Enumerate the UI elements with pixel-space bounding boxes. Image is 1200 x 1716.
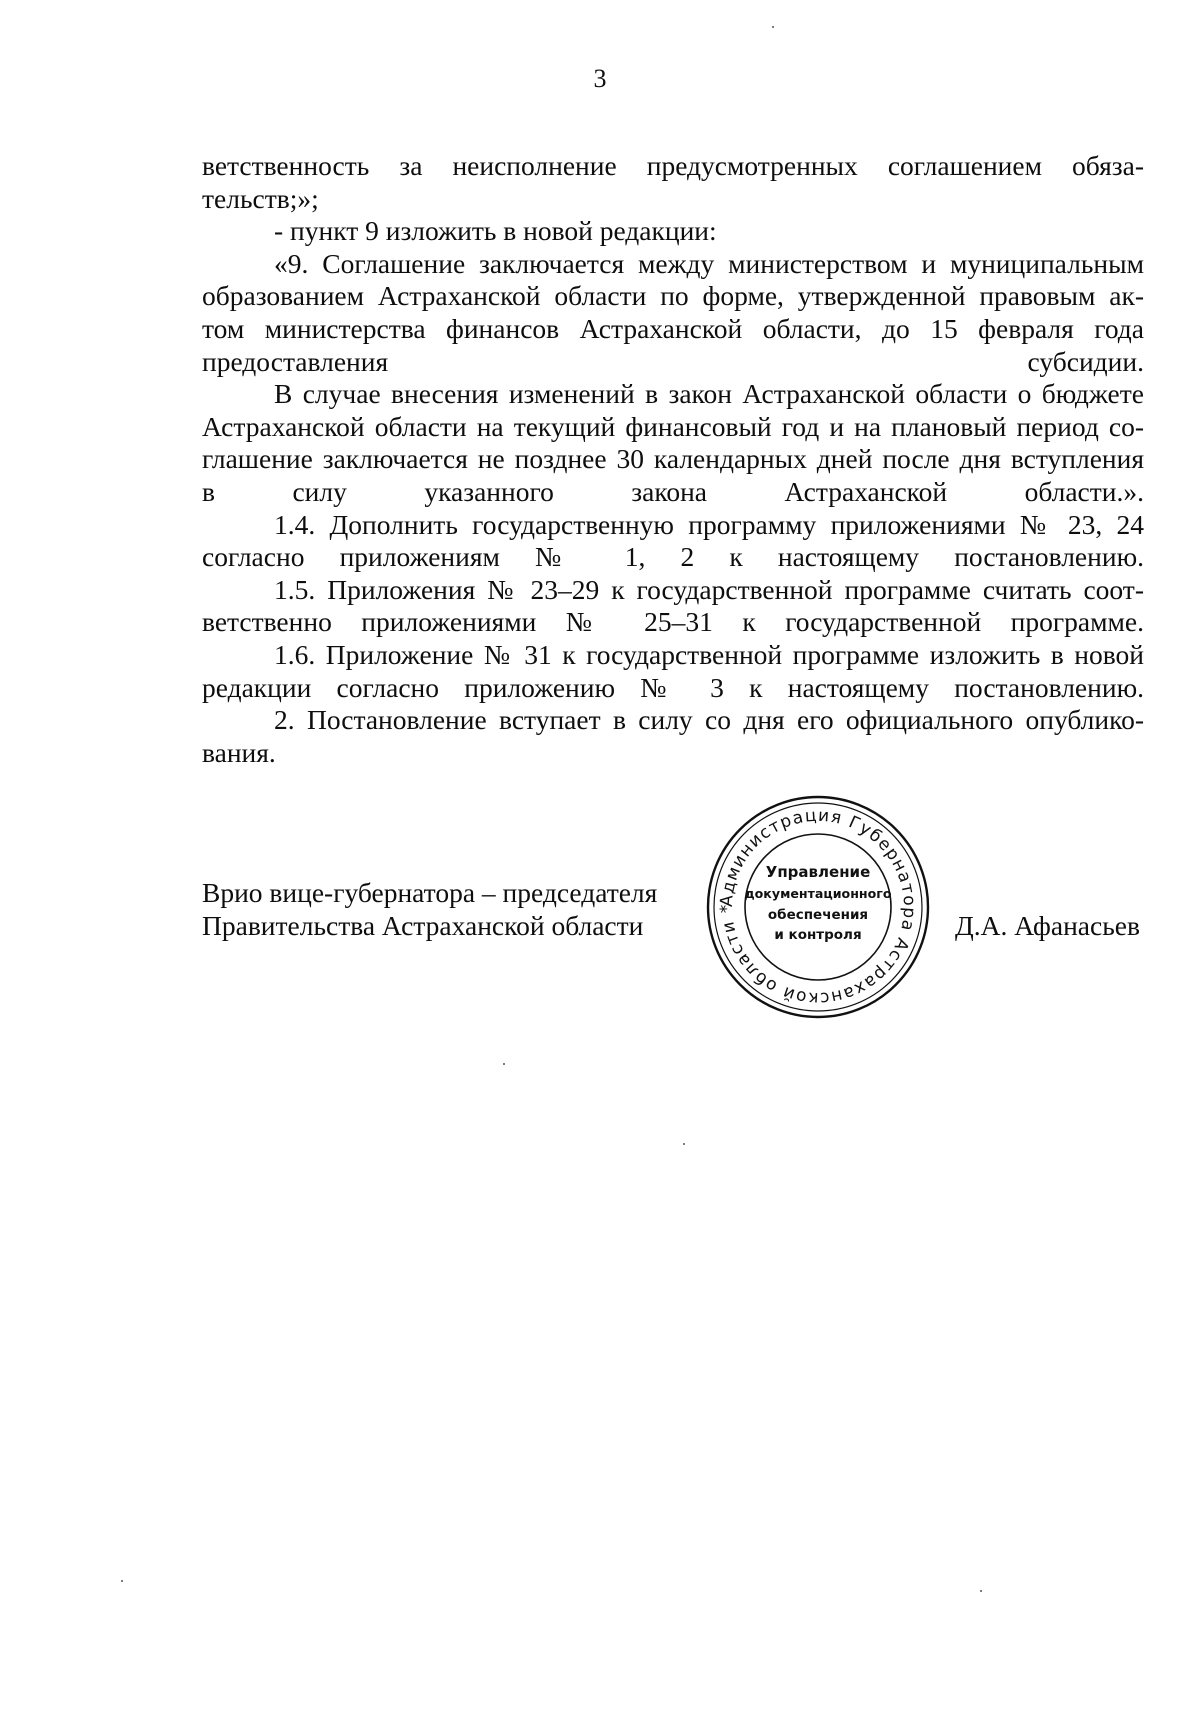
paragraph-1	[202, 150, 1144, 215]
stamp-center-line: Управление	[765, 863, 871, 881]
paragraph-line: Астраханской области на текущий финансовый год и на плановый период со-	[202, 410, 1144, 442]
paragraph-line: образованием Астраханской области по форме, утвержденной правовым ак-	[202, 280, 1144, 312]
scan-speck	[121, 1580, 123, 1582]
paragraph-line: предоставления субсидии.	[202, 345, 1144, 377]
scan-speck	[772, 26, 774, 28]
paragraph-6	[202, 574, 1144, 639]
paragraph-line: ветственность за неисполнение предусмотренных соглашением обяза-	[202, 150, 1144, 181]
scan-speck	[980, 1590, 982, 1592]
paragraph-8	[202, 704, 1144, 769]
scan-speck	[503, 1063, 505, 1065]
paragraph-line: в силу указанного закона Астраханской области.».	[202, 475, 1144, 507]
paragraph-line: ветственно приложениями № 25–31 к государственной программе.	[202, 606, 1144, 638]
paragraph-line: 2. Постановление вступает в силу со дня его официального опублико-	[274, 704, 1144, 736]
paragraph-5	[202, 509, 1144, 574]
stamp-center-line: и контроля	[774, 927, 862, 943]
signatory-title-line: Врио вице-губернатора – председателя	[202, 877, 658, 908]
signatory-title-line: Правительства Астраханской области	[202, 910, 644, 941]
paragraph-3	[202, 248, 1144, 378]
scan-speck	[683, 1143, 685, 1145]
paragraph-line: В случае внесения изменений в закон Астраханской области о бюджете	[274, 378, 1144, 410]
paragraph-line: - пункт 9 изложить в новой редакции:	[274, 215, 717, 247]
paragraph-7	[202, 639, 1144, 704]
paragraph-line: глашение заключается не позднее 30 календарных дней после дня вступления	[202, 443, 1144, 475]
stamp-outer-text-path: Администрация Губернатора Астраханской области *	[716, 805, 920, 1009]
paragraph-2	[202, 215, 1144, 248]
paragraph-line: вания.	[202, 736, 276, 768]
signatory-title	[202, 876, 657, 942]
paragraph-line: тельств;»;	[202, 182, 319, 214]
paragraph-line: редакции согласно приложению № 3 к настоящему постановлению.	[202, 671, 1144, 703]
official-stamp	[703, 792, 933, 1022]
paragraph-line: согласно приложениям № 1, 2 к настоящему постановлению.	[202, 541, 1144, 573]
paragraph-line: 1.5. Приложения № 23–29 к государственной программе считать соот-	[274, 573, 1144, 605]
stamp-seal-icon	[703, 792, 933, 1022]
paragraph-line: «9. Соглашение заключается между министерством и муниципальным	[274, 247, 1144, 279]
signatory-name: Д.А. Афанасьев	[955, 910, 1140, 941]
paragraph-line: том министерства финансов Астраханской области, до 15 февраля года	[202, 312, 1144, 344]
paragraph-4	[202, 378, 1144, 508]
paragraph-line: 1.4. Дополнить государственную программу приложениями № 23, 24	[274, 508, 1144, 540]
document-body	[202, 150, 1144, 769]
stamp-center-line: документационного	[744, 886, 892, 901]
page-number: 3	[593, 64, 607, 93]
stamp-center-line: обеспечения	[767, 907, 869, 923]
paragraph-line: 1.6. Приложение № 31 к государственной программе изложить в новой	[274, 638, 1144, 670]
